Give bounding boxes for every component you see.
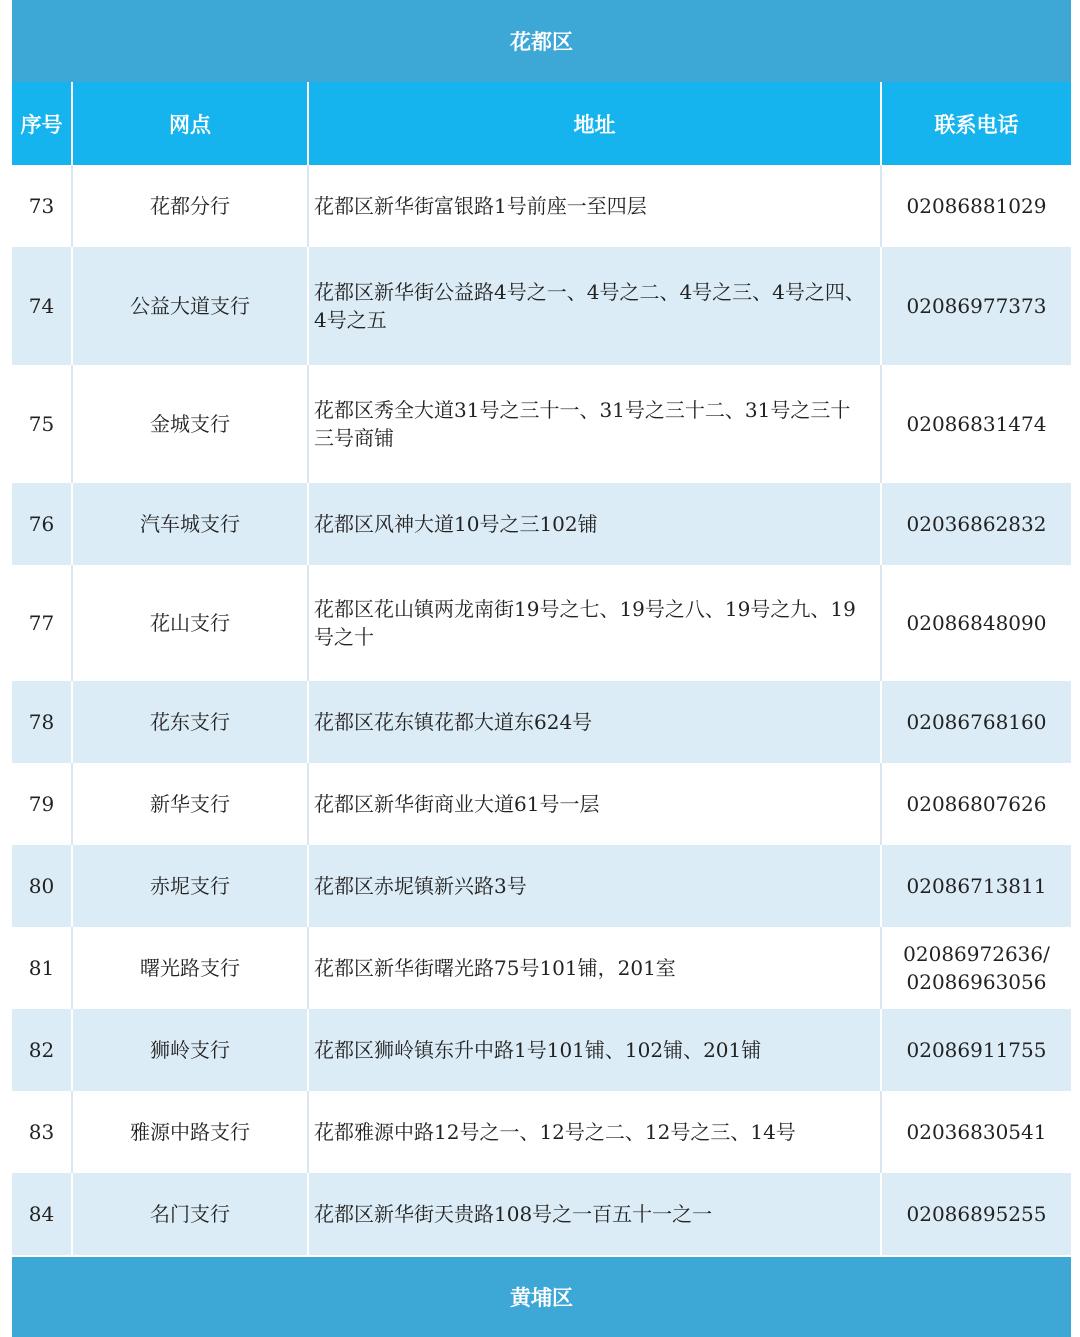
row-index: 84 [12, 1173, 72, 1255]
row-phone [881, 565, 1071, 681]
table-row [12, 845, 1071, 927]
phone-number-secondary: 02086963056 [906, 970, 1047, 994]
row-address: 花都区新华街曙光路75号101铺，201室 [308, 927, 881, 1009]
row-phone [881, 1009, 1071, 1091]
row-branch: 狮岭支行 [72, 1009, 308, 1091]
phone-number: 02086831474 [906, 412, 1047, 436]
table-header-row [12, 82, 1071, 165]
table-row [12, 681, 1071, 763]
phone-number: 02086911755 [906, 1038, 1047, 1062]
table-row [12, 1091, 1071, 1173]
row-phone [881, 681, 1071, 763]
column-header-branch: 网点 [72, 82, 308, 165]
table-row [12, 927, 1071, 1009]
row-address: 花都区风神大道10号之三102铺 [308, 483, 881, 565]
row-index: 73 [12, 165, 72, 247]
row-branch: 金城支行 [72, 365, 308, 483]
row-branch: 汽车城支行 [72, 483, 308, 565]
row-branch: 雅源中路支行 [72, 1091, 308, 1173]
phone-number: 02086807626 [906, 792, 1047, 816]
row-address: 花都区新华街公益路4号之一、4号之二、4号之三、4号之四、4号之五 [308, 247, 881, 365]
table-row [12, 1173, 1071, 1255]
row-index: 78 [12, 681, 72, 763]
row-branch: 曙光路支行 [72, 927, 308, 1009]
row-address: 花都区狮岭镇东升中路1号101铺、102铺、201铺 [308, 1009, 881, 1091]
row-phone [881, 483, 1071, 565]
column-header-index: 序号 [12, 82, 72, 165]
row-address: 花都区花山镇两龙南街19号之七、19号之八、19号之九、19号之十 [308, 565, 881, 681]
row-index: 75 [12, 365, 72, 483]
column-header-address: 地址 [308, 82, 881, 165]
row-phone [881, 927, 1071, 1009]
row-phone [881, 165, 1071, 247]
row-phone [881, 1091, 1071, 1173]
phone-number: 02086972636/ [903, 942, 1050, 966]
table-row [12, 565, 1071, 681]
row-branch: 赤坭支行 [72, 845, 308, 927]
row-branch: 花都分行 [72, 165, 308, 247]
row-branch: 公益大道支行 [72, 247, 308, 365]
row-branch: 花东支行 [72, 681, 308, 763]
row-index: 77 [12, 565, 72, 681]
row-address: 花都区秀全大道31号之三十一、31号之三十二、31号之三十三号商铺 [308, 365, 881, 483]
region-header-huadu: 花都区 [12, 0, 1071, 82]
row-phone [881, 1173, 1071, 1255]
row-address: 花都区花东镇花都大道东624号 [308, 681, 881, 763]
table-row [12, 763, 1071, 845]
phone-number: 02036830541 [906, 1120, 1047, 1144]
row-index: 80 [12, 845, 72, 927]
row-branch: 名门支行 [72, 1173, 308, 1255]
phone-number: 02086713811 [906, 874, 1047, 898]
table-row [12, 165, 1071, 247]
row-phone [881, 247, 1071, 365]
row-branch: 花山支行 [72, 565, 308, 681]
table-row [12, 483, 1071, 565]
row-phone [881, 845, 1071, 927]
phone-number: 02086881029 [906, 194, 1047, 218]
row-address: 花都区新华街天贵路108号之一百五十一之一 [308, 1173, 881, 1255]
table-row [12, 247, 1071, 365]
row-index: 74 [12, 247, 72, 365]
branch-table [12, 82, 1071, 1255]
branch-table-frame [12, 0, 1071, 1337]
phone-number: 02086768160 [906, 710, 1047, 734]
phone-number: 02086848090 [906, 611, 1047, 635]
phone-number: 02086977373 [906, 294, 1047, 318]
row-phone [881, 365, 1071, 483]
row-index: 83 [12, 1091, 72, 1173]
phone-number: 02036862832 [906, 512, 1047, 536]
row-index: 81 [12, 927, 72, 1009]
row-address: 花都区新华街富银路1号前座一至四层 [308, 165, 881, 247]
table-row [12, 1009, 1071, 1091]
column-header-phone: 联系电话 [881, 82, 1071, 165]
row-branch: 新华支行 [72, 763, 308, 845]
row-phone [881, 763, 1071, 845]
row-address: 花都区赤坭镇新兴路3号 [308, 845, 881, 927]
row-index: 82 [12, 1009, 72, 1091]
table-row [12, 365, 1071, 483]
row-index: 79 [12, 763, 72, 845]
phone-number: 02086895255 [906, 1202, 1047, 1226]
row-index: 76 [12, 483, 72, 565]
region-header-huangpu: 黄埔区 [12, 1257, 1071, 1337]
row-address: 花都区新华街商业大道61号一层 [308, 763, 881, 845]
row-address: 花都雅源中路12号之一、12号之二、12号之三、14号 [308, 1091, 881, 1173]
